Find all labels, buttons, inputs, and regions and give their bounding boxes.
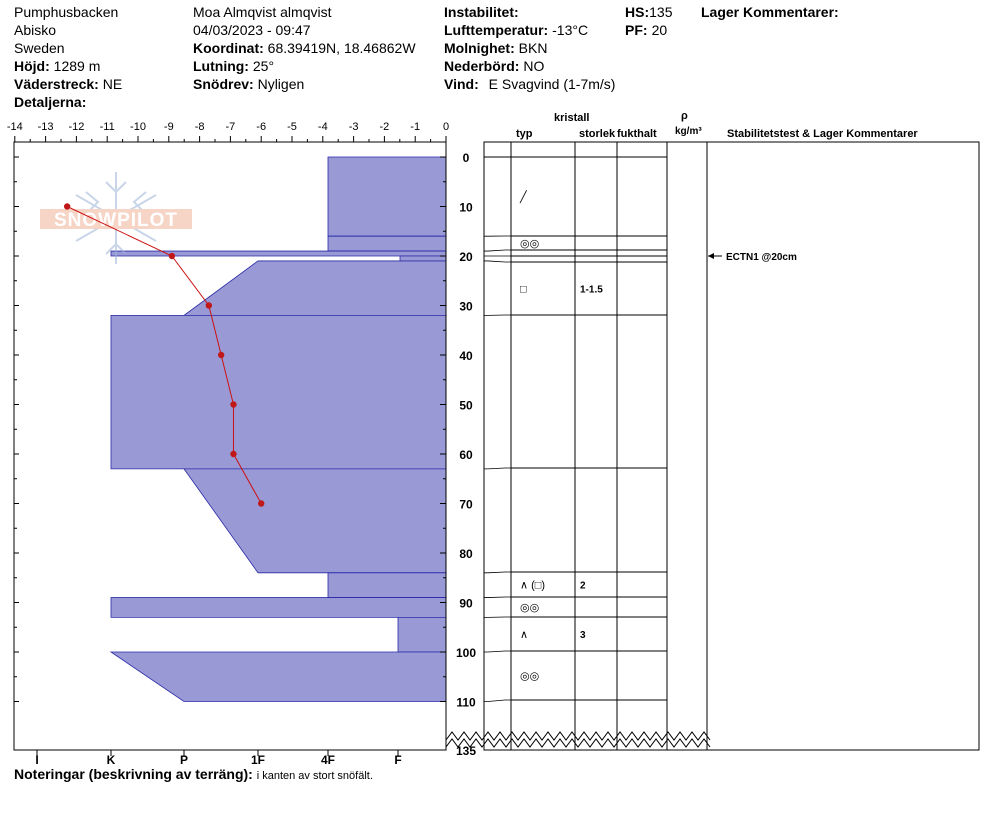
hardness-tick-label: 4F: [320, 753, 336, 767]
temp-tick-label: -2: [379, 121, 390, 133]
temperature-point: [64, 203, 70, 209]
depth-tick-label: 70: [459, 497, 473, 512]
temp-tick-label: -4: [317, 121, 328, 133]
datetime: 04/03/2023 - 09:47: [193, 22, 311, 38]
temperature-point: [206, 302, 212, 308]
pf-value: 20: [651, 22, 668, 38]
table-connector: [484, 250, 511, 251]
drift-value: Nyligen: [257, 76, 305, 92]
temp-tick-label: -13: [37, 121, 54, 133]
hs-label: HS:: [625, 4, 650, 20]
watermark-text: SNOWPILOT: [53, 210, 179, 231]
temp-tick-label: -8: [194, 121, 205, 133]
grain-type: ◎◎: [520, 670, 540, 683]
location: Pumphusbacken: [14, 4, 119, 20]
hardness-layer: [111, 315, 446, 468]
temperature-point: [230, 401, 236, 407]
axis-break-top: [446, 732, 710, 740]
temperature-point: [169, 253, 175, 259]
grain-type: ◎◎: [520, 238, 540, 250]
grain-size: 2: [580, 580, 586, 592]
aspect-value: NE: [102, 76, 123, 92]
hardness-layer: [111, 251, 446, 256]
grain-type: ∧ (□): [520, 579, 546, 592]
hardness-tick-label: F: [394, 753, 402, 767]
airtemp-label: Lufttemperatur:: [444, 22, 549, 38]
layer-comments-label: Lager Kommentarer:: [701, 4, 839, 20]
elevation-label: Höjd:: [14, 58, 50, 74]
grain-type: ◎◎: [520, 602, 540, 614]
wind-value: E Svagvind (1-7m/s): [488, 76, 616, 92]
hardness-layer: [328, 157, 446, 236]
table-connector: [484, 468, 511, 469]
hardness-tick-label: 1F: [250, 753, 266, 767]
hardness-layer: [111, 598, 446, 618]
instability-label: Instabilitet:: [444, 4, 519, 20]
table-connector: [484, 597, 511, 598]
header-storlek: storlek: [579, 128, 616, 140]
hardness-tick-label: P: [179, 753, 189, 767]
hardness-layer: [400, 256, 446, 261]
temperature-point: [218, 352, 224, 358]
snowpilot-watermark: [40, 172, 192, 264]
depth-tick-label: 90: [459, 596, 473, 611]
depth-tick-label: 110: [456, 695, 476, 710]
table-border: [484, 142, 979, 750]
hardness-layer: [398, 617, 446, 652]
coord-label: Koordinat:: [193, 40, 264, 56]
header-rho-unit: kg/m³: [675, 126, 702, 137]
stability-test-label: ECTN1 @20cm: [726, 252, 797, 263]
table-connector: [484, 651, 511, 652]
precip-label: Nederbörd:: [444, 58, 520, 74]
hs-value: 135: [649, 4, 673, 20]
temp-tick-label: -1: [410, 121, 421, 133]
hardness-layer: [328, 236, 446, 251]
wind-label: Vind:: [444, 76, 479, 92]
temp-tick-label: -12: [68, 121, 85, 133]
hardness-layers: [111, 157, 446, 702]
layer-table: [446, 142, 979, 750]
drift-label: Snödrev:: [193, 76, 254, 92]
hardness-layer: [111, 652, 446, 702]
elevation-value: 1289 m: [53, 58, 101, 74]
temperature-point: [230, 451, 236, 457]
temp-tick-label: -5: [287, 121, 297, 133]
temp-tick-label: 0: [442, 121, 450, 133]
region: Abisko: [14, 22, 57, 38]
sky-value: BKN: [518, 40, 548, 56]
depth-tick-label: 100: [455, 646, 477, 660]
depth-tick-label: 80: [459, 547, 473, 561]
temp-tick-label: -11: [99, 121, 115, 133]
depth-tick-label: 20: [459, 250, 473, 264]
temp-tick-label: -10: [130, 121, 146, 133]
grain-type: ╱: [520, 191, 527, 204]
notes-value: i kanten av stort snöfält.: [256, 770, 373, 782]
table-connector: [484, 261, 511, 262]
grain-size: 3: [580, 630, 586, 641]
temp-tick-label: -14: [6, 121, 23, 133]
table-connector: [484, 700, 511, 702]
temp-tick-label: -9: [163, 121, 174, 133]
depth-tick-label: 10: [459, 200, 473, 215]
temperature-point: [258, 500, 264, 506]
notes-label: Noteringar (beskrivning av terräng):: [14, 766, 253, 782]
depth-tick-label: 135: [455, 744, 477, 758]
grain-type: ∧: [520, 629, 529, 641]
depth-tick-label: 0: [462, 151, 470, 165]
depth-tick-label: 40: [459, 349, 473, 363]
grain-type: □: [520, 283, 527, 296]
header-typ: typ: [516, 128, 533, 140]
table-connector: [484, 572, 511, 573]
slope-label: Lutning:: [193, 58, 249, 74]
aspect-label: Väderstreck:: [14, 76, 99, 92]
hardness-layer: [184, 469, 446, 573]
header-rho: ρ: [681, 110, 688, 122]
depth-tick-label: 30: [459, 299, 473, 314]
temp-tick-label: -7: [225, 121, 236, 133]
pf-label: PF:: [625, 22, 648, 38]
country: Sweden: [14, 40, 65, 56]
header-stability: Stabilitetstest & Lager Kommentarer: [727, 128, 918, 140]
depth-tick-label: 50: [459, 398, 473, 413]
temp-tick-label: -3: [348, 121, 359, 133]
details-label: Detaljerna:: [14, 94, 87, 110]
observer: Moa Almqvist almqvist: [193, 4, 332, 20]
sky-label: Molnighet:: [444, 40, 515, 56]
grain-size: 1-1.5: [580, 284, 603, 296]
hardness-tick-label: I: [35, 753, 39, 767]
temp-tick-label: -6: [256, 121, 267, 133]
header-fukthalt: fukthalt: [617, 128, 657, 140]
hardness-layer: [328, 573, 446, 598]
depth-tick-label: 60: [459, 448, 473, 462]
precip-value: NO: [523, 58, 545, 74]
hardness-tick-label: K: [106, 753, 116, 767]
slope-value: 25°: [252, 58, 275, 74]
coord-value: 68.39419N, 18.46862W: [267, 40, 416, 56]
header-kristall: kristall: [554, 112, 590, 124]
airtemp-value: -13°C: [552, 22, 589, 38]
hardness-layer: [184, 261, 446, 315]
stability-arrow-head: [708, 253, 714, 259]
